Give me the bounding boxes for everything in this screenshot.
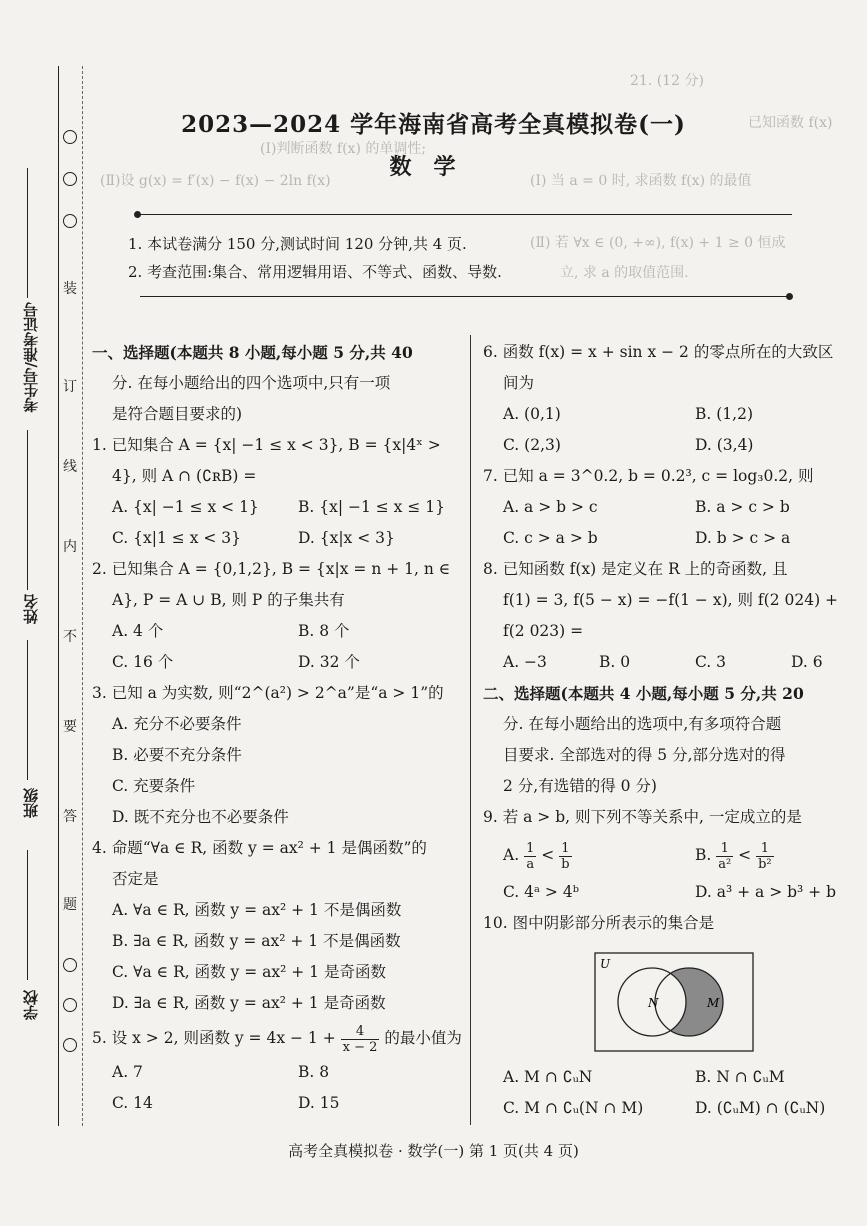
section-2-heading-cont: 目要求. 全部选对的得 5 分,部分选对的得 xyxy=(503,746,786,764)
section-1-heading-cont: 是符合题目要求的) xyxy=(112,405,243,423)
q7-options xyxy=(483,492,853,523)
q1-stem: 1. 已知集合 A = {x| −1 ≤ x < 3}, B = {x|4ˣ > xyxy=(92,436,441,454)
seal-char: 装 xyxy=(63,281,77,297)
label-u: U xyxy=(600,957,611,971)
q6-stem: 6. 函数 f(x) = x + sin x − 2 的零点所在的大致区 xyxy=(483,343,834,361)
left-column xyxy=(92,337,464,1119)
section-1-heading: 一、选择题(本题共 8 小题,每小题 5 分,共 40 xyxy=(92,343,413,362)
q5-option-a: A. 7 xyxy=(112,1063,143,1081)
q5-options xyxy=(92,1088,464,1119)
seal-char: 要 xyxy=(63,719,77,735)
q8-options xyxy=(483,647,853,678)
q1-option-b: B. {x| −1 ≤ x ≤ 1} xyxy=(298,498,445,516)
q2-stem: 2. 已知集合 A = {0,1,2}, B = {x|x = n + 1, n ∈ xyxy=(92,560,451,578)
q9-option-c: C. 4ᵃ > 4ᵇ xyxy=(503,883,579,901)
q6-options xyxy=(483,430,853,461)
bleed-text: (Ⅱ)设 g(x) = f′(x) − f(x) − 2ln f(x) xyxy=(100,173,331,189)
q9-option-a xyxy=(503,833,695,877)
label-m: M xyxy=(707,996,720,1010)
q1-option-d: D. {x|x < 3} xyxy=(298,529,395,547)
q9-options xyxy=(483,877,853,908)
q6-option-c: C. (2,3) xyxy=(503,436,561,454)
q5-option-d: D. 15 xyxy=(298,1094,340,1112)
denominator: a² xyxy=(718,856,732,872)
rule-dot xyxy=(786,293,793,300)
bleed-text: 21. (12 分) xyxy=(630,73,704,89)
q4-option-d: D. ∃a ∈ R, 函数 y = ax² + 1 是奇函数 xyxy=(112,994,386,1012)
q10-options xyxy=(503,1062,853,1093)
q7-stem: 7. 已知 a = 3^0.2, b = 0.2³, c = log₃0.2, 则 xyxy=(483,467,814,485)
q8-option-d: D. 6 xyxy=(791,653,823,671)
q10-stem: 10. 图中阴影部分所表示的集合是 xyxy=(483,914,715,932)
numerator: 1 xyxy=(716,841,733,857)
bleed-text: (Ⅱ) 若 ∀x ∈ (0, +∞), f(x) + 1 ≥ 0 恒成 xyxy=(530,235,786,251)
q3-option-b: B. 必要不充分条件 xyxy=(112,746,242,764)
q10-option-b: B. N ∩ ∁ᵤM xyxy=(695,1068,785,1086)
q5-options xyxy=(92,1057,464,1088)
seal-char: 答 xyxy=(63,809,77,825)
bleed-text: (Ⅰ)判断函数 f(x) 的单调性; xyxy=(260,141,427,157)
q5-fraction xyxy=(341,1024,380,1055)
section-1-heading-cont: 分. 在每小题给出的四个选项中,只有一项 xyxy=(112,374,391,392)
q2-option-c: C. 16 个 xyxy=(112,653,174,671)
label-class: 班级 xyxy=(22,788,40,818)
q4-stem: 4. 命题“∀a ∈ R, 函数 y = ax² + 1 是偶函数”的 xyxy=(92,839,427,857)
q5-stem xyxy=(92,1019,464,1057)
seal-char: 线 xyxy=(63,459,77,475)
q1-options xyxy=(92,492,464,523)
column-divider xyxy=(470,335,471,1125)
q6-option-a: A. (0,1) xyxy=(503,405,561,423)
bleed-text: 已知函数 f(x) xyxy=(748,115,833,131)
page-footer: 高考全真模拟卷 · 数学(一) 第 1 页(共 4 页) xyxy=(288,1142,579,1160)
q6-option-b: B. (1,2) xyxy=(695,405,753,423)
rule-bottom xyxy=(140,296,792,297)
q3-option-d: D. 既不充分也不必要条件 xyxy=(112,808,289,826)
q1-stem-cont: 4}, 则 A ∩ (∁ʀB) = xyxy=(112,467,257,485)
numerator: 1 xyxy=(526,840,535,856)
q2-stem-cont: A}, P = A ∪ B, 则 P 的子集共有 xyxy=(112,591,345,609)
q8-stem-cont: f(2 023) = xyxy=(503,622,584,640)
q9-b-frac2 xyxy=(756,841,774,872)
q5-denominator: x − 2 xyxy=(342,1039,378,1055)
q3-option-c: C. 充要条件 xyxy=(112,777,196,795)
q4-option-c: C. ∀a ∈ R, 函数 y = ax² + 1 是奇函数 xyxy=(112,963,386,981)
q5-option-c: C. 14 xyxy=(112,1094,153,1112)
q9-stem: 9. 若 a > b, 则下列不等关系中, 一定成立的是 xyxy=(483,808,802,826)
fill-line xyxy=(27,640,28,780)
q10-option-a: A. M ∩ ∁ᵤN xyxy=(503,1068,593,1086)
binding-hole xyxy=(63,958,77,972)
bleed-text: 立, 求 a 的取值范围. xyxy=(560,265,689,281)
binding-hole xyxy=(63,1038,77,1052)
q9-option-b xyxy=(695,833,774,877)
q8-option-b: B. 0 xyxy=(599,653,631,671)
denominator: b² xyxy=(758,856,772,872)
q3-option-a: A. 充分不必要条件 xyxy=(112,715,242,733)
q7-option-d: D. b > c > a xyxy=(695,529,791,547)
q8-stem: 8. 已知函数 f(x) 是定义在 R 上的奇函数, 且 xyxy=(483,560,788,578)
q7-option-c: C. c > a > b xyxy=(503,529,598,547)
q1-options xyxy=(92,523,464,554)
numerator: 1 xyxy=(559,841,571,857)
q2-option-b: B. 8 个 xyxy=(298,622,350,640)
denominator: b xyxy=(561,856,570,872)
seal-char: 订 xyxy=(63,379,77,395)
note-1: 1. 本试卷满分 150 分,测试时间 120 分钟,共 4 页. xyxy=(128,235,467,253)
q9-option-a-label: A. xyxy=(503,846,520,864)
q10-options xyxy=(503,1093,853,1124)
label-school: 学校 xyxy=(22,990,40,1020)
label-name: 姓名 xyxy=(22,594,40,624)
label-exam-number: 考生号/准考证号 xyxy=(22,302,40,413)
binding-hole xyxy=(63,998,77,1012)
q5-stem-post: 的最小值为 xyxy=(384,1029,462,1047)
q9-options xyxy=(483,833,853,877)
q6-stem-cont: 间为 xyxy=(503,374,535,392)
rule-top xyxy=(140,214,792,215)
q1-option-c: C. {x|1 ≤ x < 3} xyxy=(112,529,241,547)
q2-options xyxy=(92,616,464,647)
binding-hole xyxy=(63,214,77,228)
numerator: 1 xyxy=(756,841,774,857)
operator: < xyxy=(541,846,555,864)
q4-stem-cont: 否定是 xyxy=(112,870,159,888)
q2-option-a: A. 4 个 xyxy=(112,622,164,640)
q6-options xyxy=(483,399,853,430)
q9-a-frac1 xyxy=(524,841,536,872)
seal-char: 内 xyxy=(63,539,77,555)
q4-option-a: A. ∀a ∈ R, 函数 y = ax² + 1 不是偶函数 xyxy=(112,901,402,919)
q7-option-a: A. a > b > c xyxy=(503,498,598,516)
q9-b-frac1 xyxy=(716,841,733,872)
denominator: a xyxy=(526,856,535,872)
seal-char: 题 xyxy=(63,897,77,913)
binding-cut-line xyxy=(82,66,83,1126)
q10-option-d: D. (∁ᵤM) ∩ (∁ᵤN) xyxy=(695,1099,826,1117)
fill-line xyxy=(27,850,28,980)
seal-char: 不 xyxy=(63,629,77,645)
q7-option-b: B. a > c > b xyxy=(695,498,790,516)
q3-stem: 3. 已知 a 为实数, 则“2^(a²) > 2^a”是“a > 1”的 xyxy=(92,684,444,702)
q5-option-b: B. 8 xyxy=(298,1063,330,1081)
q9-option-b-label: B. xyxy=(695,846,712,864)
right-column xyxy=(483,337,853,939)
fill-line xyxy=(27,430,28,590)
venn-diagram xyxy=(594,952,754,1052)
q10-option-c: C. M ∩ ∁ᵤ(N ∩ M) xyxy=(503,1099,644,1117)
q8-option-a: A. −3 xyxy=(503,653,547,671)
binding-border xyxy=(58,66,59,1126)
q2-options xyxy=(92,647,464,678)
q7-options xyxy=(483,523,853,554)
q2-option-d: D. 32 个 xyxy=(298,653,360,671)
q8-option-c: C. 3 xyxy=(695,653,727,671)
bleed-text: (Ⅰ) 当 a = 0 时, 求函数 f(x) 的最值 xyxy=(530,173,752,189)
fill-line xyxy=(27,168,28,298)
operator: < xyxy=(738,846,752,864)
section-2-heading-cont: 分. 在每小题给出的选项中,有多项符合题 xyxy=(503,715,782,733)
exam-title: 2023—2024 学年海南省高考全真模拟卷(一) xyxy=(181,111,686,138)
q6-option-d: D. (3,4) xyxy=(695,436,754,454)
q5-numerator: 4 xyxy=(341,1024,380,1040)
q10-options-block xyxy=(503,1062,853,1124)
section-2-heading: 二、选择题(本题共 4 小题,每小题 5 分,共 20 xyxy=(483,684,804,703)
q4-option-b: B. ∃a ∈ R, 函数 y = ax² + 1 不是偶函数 xyxy=(112,932,401,950)
section-2-heading-cont: 2 分,有选错的得 0 分) xyxy=(503,777,657,795)
subject-title: 数学 xyxy=(389,154,478,180)
q9-option-d: D. a³ + a > b³ + b xyxy=(695,883,837,901)
q1-option-a: A. {x| −1 ≤ x < 1} xyxy=(112,498,259,516)
note-2: 2. 考查范围:集合、常用逻辑用语、不等式、函数、导数. xyxy=(128,263,502,281)
q8-stem-cont: f(1) = 3, f(5 − x) = −f(1 − x), 则 f(2 024) + xyxy=(503,591,839,609)
label-n: N xyxy=(648,996,659,1010)
q5-stem-pre: 5. 设 x > 2, 则函数 y = 4x − 1 + xyxy=(92,1029,336,1047)
q9-a-frac2 xyxy=(559,841,571,872)
